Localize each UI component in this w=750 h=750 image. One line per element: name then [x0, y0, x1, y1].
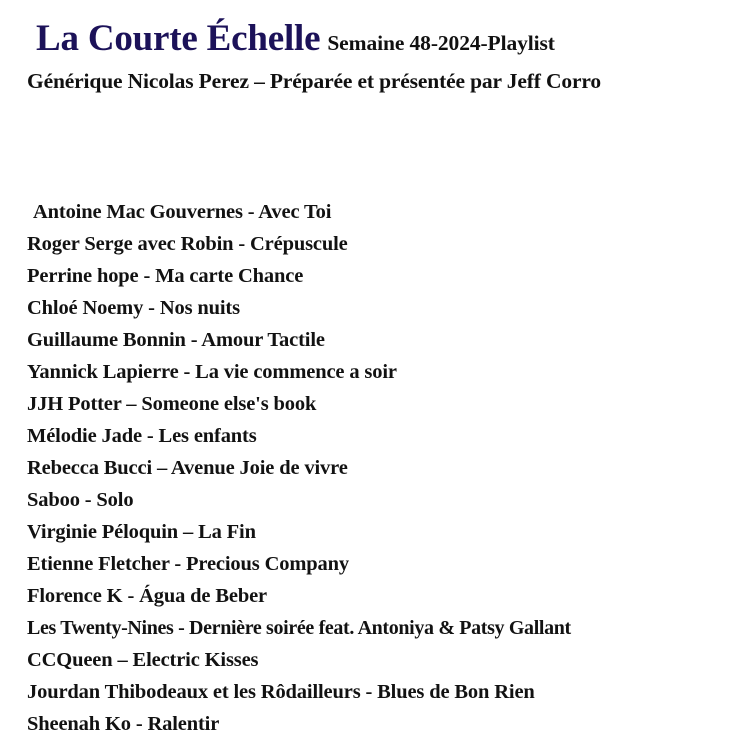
list-item: CCQueen – Electric Kisses	[27, 649, 259, 671]
list-item: Perrine hope - Ma carte Chance	[27, 265, 304, 287]
list-item: Florence K - Água de Beber	[27, 585, 267, 607]
list-item: Rebecca Bucci – Avenue Joie de vivre	[27, 457, 348, 479]
page-subtitle: Semaine 48-2024-Playlist	[327, 31, 555, 55]
list-item: Les Twenty-Nines - Dernière soirée feat. Antoniya & Patsy Gallant	[27, 617, 571, 639]
page-header	[0, 0, 750, 93]
list-item: Antoine Mac Gouvernes - Avec Toi	[33, 201, 332, 223]
list-item: JJH Potter – Someone else's book	[27, 393, 317, 415]
list-item: Saboo - Solo	[27, 489, 134, 511]
list-item: Mélodie Jade - Les enfants	[27, 425, 257, 447]
list-item: Roger Serge avec Robin - Crépuscule	[27, 233, 348, 255]
list-item: Yannick Lapierre - La vie commence a soir	[27, 361, 397, 383]
list-item: Virginie Péloquin – La Fin	[27, 521, 256, 543]
list-item: Guillaume Bonnin - Amour Tactile	[27, 329, 325, 351]
title-line	[0, 0, 750, 57]
byline: Générique Nicolas Perez – Préparée et présentée par Jeff Corro	[27, 69, 601, 93]
page-title: La Courte Échelle	[36, 18, 321, 59]
list-item: Jourdan Thibodeaux et les Rôdailleurs - Blues de Bon Rien	[27, 681, 535, 703]
playlist-list	[0, 196, 750, 740]
list-item: Chloé Noemy - Nos nuits	[27, 297, 240, 319]
list-item: Etienne Fletcher - Precious Company	[27, 553, 349, 575]
list-item: Sheenah Ko - Ralentir	[27, 713, 220, 735]
